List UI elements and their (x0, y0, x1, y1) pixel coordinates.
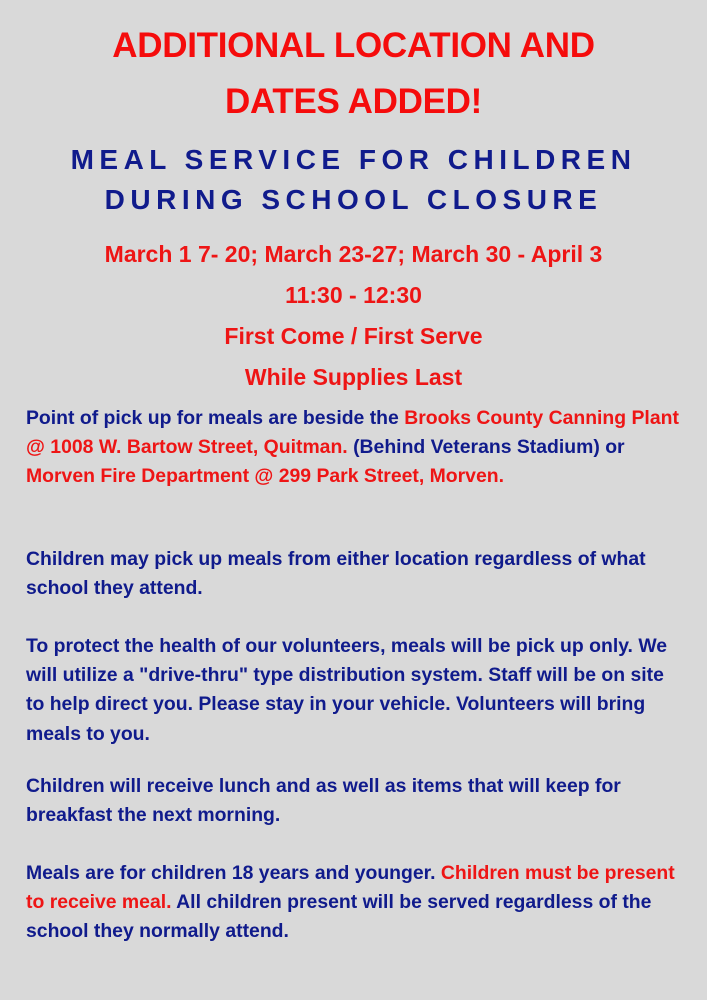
health-paragraph (26, 632, 686, 749)
either-location-text: Children may pick up meals from either location regardless of what school they attend. (26, 548, 646, 600)
service-time: 11:30 - 12:30 (285, 282, 422, 308)
health-text: To protect the health of our volunteers, meals will be pick up only. We will utilize a "drive-thru" type distribution system. Staff will be on site to help direct you. Please stay in your vehicle. Volunteers will bring meals to you. (26, 635, 668, 745)
breakfast-paragraph (26, 772, 686, 830)
alert-heading-line-2: DATES ADDED! (225, 82, 482, 121)
pickup-middle: (Behind Veterans Stadium) or (347, 436, 625, 459)
pickup-location-1: Brooks County Canning Plant @ 1008 W. Bartow Street, Quitman. (26, 407, 679, 459)
age-notice: Children must be present to receive meal. (26, 862, 675, 914)
age-outro: All children present will be served regardless of the school they normally attend. (26, 891, 652, 943)
service-dates: March 1 7- 20; March 23-27; March 30 - April 3 (104, 241, 603, 267)
age-intro: Meals are for children 18 years and younger. (26, 862, 441, 884)
pickup-location-2: Morven Fire Department @ 299 Park Street, Morven. (26, 465, 504, 488)
policy-first-come: First Come / First Serve (224, 323, 483, 349)
policy-supplies: While Supplies Last (244, 364, 463, 390)
title-line-1: MEAL SERVICE FOR CHILDREN (70, 144, 637, 175)
age-paragraph (26, 859, 686, 947)
alert-heading-line-1: ADDITIONAL LOCATION AND (112, 26, 595, 65)
pickup-paragraph (26, 404, 686, 492)
pickup-intro: Point of pick up for meals are beside the (26, 407, 405, 429)
title-line-2: DURING SCHOOL CLOSURE (104, 184, 603, 215)
breakfast-text: Children will receive lunch and as well as items that will keep for breakfast the next morning. (26, 775, 621, 827)
either-location-paragraph (26, 545, 686, 603)
